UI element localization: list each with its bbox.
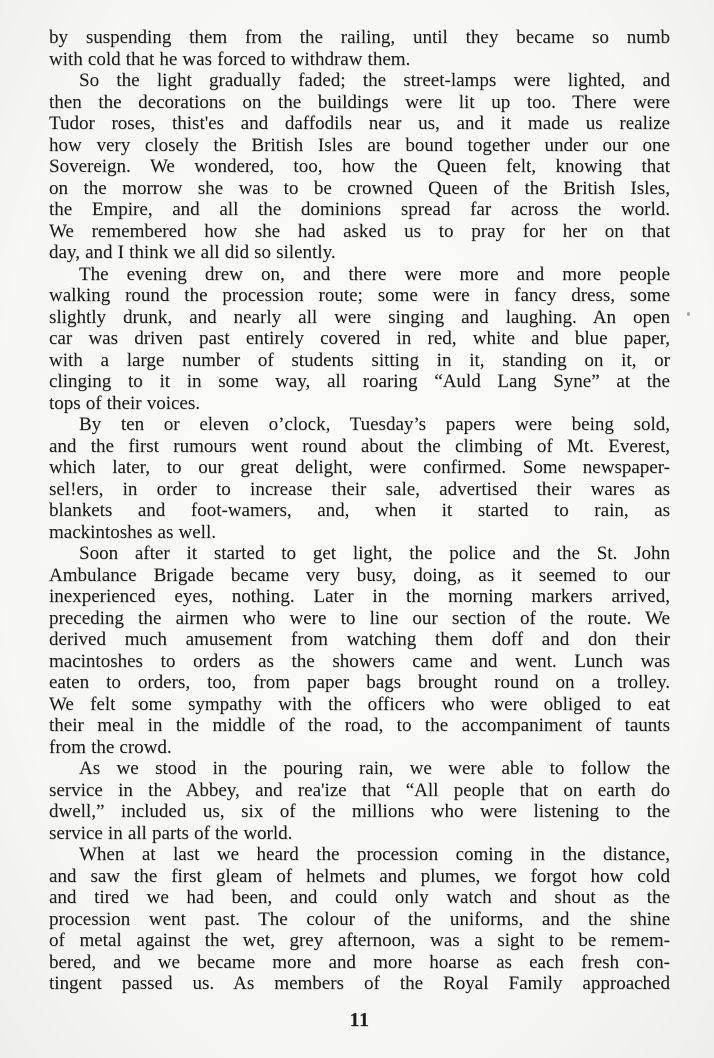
text-line: tops of their voices. [49, 392, 200, 414]
text-line: with a large number of students sitting in it, standing on it, or [49, 349, 670, 371]
text-line: service in the Abbey, and rea'ize that “All people that on earth do [49, 779, 670, 801]
paragraph [49, 27, 670, 70]
text-line: Tudor roses, thist'es and daffodils near us, and it made us realize [49, 113, 670, 134]
text-line: by suspending them from the railing, until they became so numb [49, 27, 670, 48]
text-line: and the first rumours went round about the climbing of Mt. Everest, [49, 435, 670, 457]
text-line: The evening drew on, and there were more and more people [79, 263, 670, 285]
text-line: procession went past. The colour of the uniforms, and the shine [49, 908, 670, 930]
text-line: dwell,” included us, six of the millions who were listening to the [49, 801, 670, 822]
text-line: clinging to it in some way, all roaring “Auld Lang Syne” at the [49, 371, 670, 392]
text-line: car was driven past entirely covered in red, white and blue paper, [49, 328, 670, 349]
ink-speck-artifact [687, 312, 690, 316]
text-line: By ten or eleven o’clock, Tuesday’s papers were being sold, [79, 414, 670, 435]
text-line: tingent passed us. As members of the Royal Family approached [49, 973, 670, 994]
page-number: 11 [349, 1009, 370, 1031]
text-line: and saw the first gleam of helmets and plumes, we forgot how cold [49, 865, 670, 887]
text-line: which later, to our great delight, were confirmed. Some newspaper- [49, 457, 670, 478]
text-line: service in all parts of the world. [49, 822, 293, 844]
text-line: derived much amusement from watching them doff and don their [49, 629, 670, 650]
text-line: Sovereign. We wondered, too, how the Queen felt, knowing that [49, 156, 670, 177]
text-line: their meal in the middle of the road, to the accompaniment of taunts [49, 715, 670, 736]
text-line: Soon after it started to get light, the police and the St. John [79, 543, 670, 564]
text-line: on the morrow she was to be crowned Queen of the British Isles, [49, 177, 670, 199]
text-line: We felt some sympathy with the officers who were obliged to eat [49, 693, 670, 715]
text-line: mackintoshes as well. [49, 521, 216, 543]
text-line: Ambulance Brigade became very busy, doing, as it seemed to our [49, 564, 670, 586]
text-line: So the light gradually faded; the street-lamps were lighted, and [79, 70, 670, 91]
paragraph [49, 264, 670, 415]
text-line: how very closely the British Isles are bound together under our one [49, 134, 670, 156]
text-line: from the crowd. [49, 736, 172, 758]
paragraph [49, 844, 670, 995]
text-line: As we stood in the pouring rain, we were able to follow the [79, 758, 670, 779]
paragraph [49, 70, 670, 264]
text-line: with cold that he was forced to withdraw them. [49, 48, 411, 70]
text-line: blankets and foot-wamers, and, when it started to rain, as [49, 500, 670, 521]
paragraph [49, 543, 670, 758]
text-line: When at last we heard the procession coming in the distance, [79, 844, 670, 865]
paragraph [49, 414, 670, 543]
text-line: inexperienced eyes, nothing. Later in the morning markers arrived, [49, 586, 670, 607]
text-line: sel!ers, in order to increase their sale, advertised their wares as [49, 478, 670, 500]
text-line: walking round the procession route; some were in fancy dress, some [49, 285, 670, 306]
page-text [49, 27, 670, 995]
text-line: of metal against the wet, grey afternoon, was a sight to be remem- [49, 930, 670, 951]
text-line: slightly drunk, and nearly all were singing and laughing. An open [49, 306, 670, 328]
text-line: eaten to orders, too, from paper bags brought round on a trolley. [49, 672, 670, 693]
paragraph [49, 758, 670, 844]
text-line: and tired we had been, and could only watch and shout as the [49, 887, 670, 908]
text-line: day, and I think we all did so silently. [49, 242, 336, 263]
text-line: the Empire, and all the dominions spread far across the world. [49, 199, 670, 220]
text-line: We remembered how she had asked us to pray for her on that [49, 220, 670, 242]
text-line: preceding the airmen who were to line our section of the route. We [49, 607, 670, 629]
text-line: macintoshes to orders as the showers came and went. Lunch was [49, 650, 670, 672]
text-line: bered, and we became more and more hoarse as each fresh con- [49, 951, 670, 973]
text-line: then the decorations on the buildings were lit up too. There were [49, 91, 670, 113]
